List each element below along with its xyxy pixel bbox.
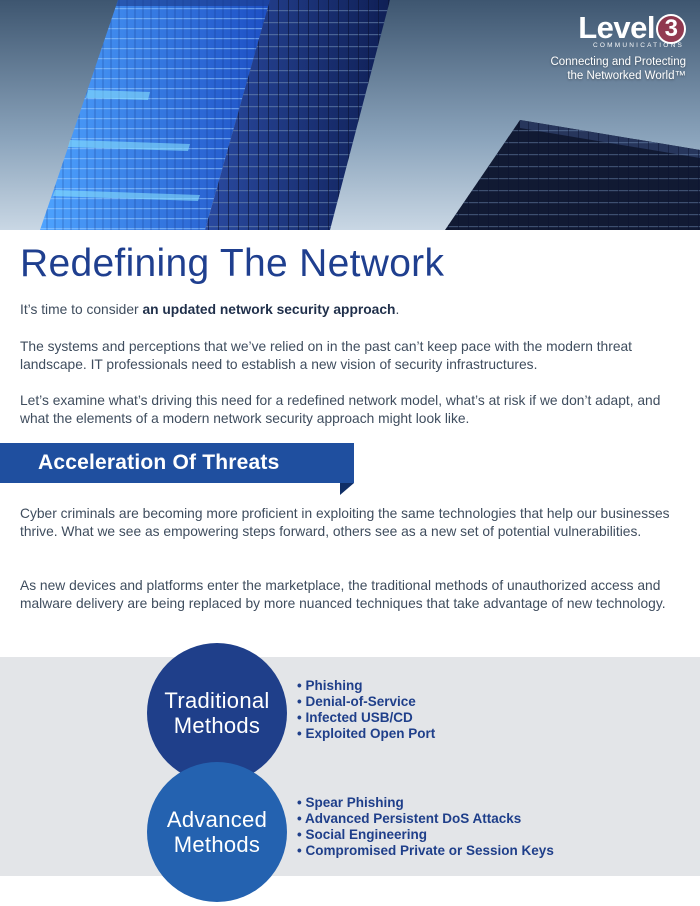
section-heading: Acceleration Of Threats	[38, 451, 280, 474]
list-item: • Phishing	[297, 678, 435, 694]
section-banner	[0, 443, 354, 483]
intro-paragraph-3: Let’s examine what’s driving this need for a redefined network model, what’s at risk if we don’t adapt, and what the elements of a modern network security approach might look like.	[20, 393, 661, 426]
list-item: • Advanced Persistent DoS Attacks	[297, 811, 554, 827]
advanced-label-line-2: Methods	[173, 832, 261, 857]
list-item: • Spear Phishing	[297, 795, 554, 811]
list-item: • Denial-of-Service	[297, 694, 435, 710]
hero-image	[0, 0, 700, 230]
advanced-methods-circle	[147, 762, 287, 902]
advanced-methods-list	[297, 795, 554, 859]
intro-paragraph-1: It’s time to consider an updated network security approach.	[20, 302, 400, 317]
logo-subtitle: COMMUNICATIONS	[593, 42, 684, 49]
intro-emphasis: an updated network security approach	[142, 302, 396, 317]
list-item: • Infected USB/CD	[297, 710, 435, 726]
logo-mark: 3	[656, 14, 686, 44]
company-logo: Level 3	[550, 12, 686, 44]
tagline-line-2: the Networked World™	[567, 70, 686, 82]
list-item: • Social Engineering	[297, 827, 554, 843]
tagline	[550, 55, 686, 83]
traditional-methods-list	[297, 678, 435, 742]
traditional-label-line-2: Methods	[173, 713, 261, 738]
intro-paragraph-2: The systems and perceptions that we’ve relied on in the past can’t keep pace with the modern threat landscape. IT professionals need to establish a new vision of security infrastructures.	[20, 339, 633, 372]
section-paragraph-2: As new devices and platforms enter the marketplace, the traditional methods of unauthorized access and malware delivery are being replaced by more nuanced techniques that take advantage of new technology.	[20, 578, 666, 611]
advanced-label-line-1: Advanced	[166, 807, 268, 832]
traditional-label-line-1: Traditional	[164, 688, 270, 713]
brand-block	[550, 12, 686, 83]
list-item: • Exploited Open Port	[297, 726, 435, 742]
page-title: Redefining The Network	[20, 242, 445, 285]
tagline-line-1: Connecting and Protecting	[550, 56, 686, 68]
section-paragraph-1: Cyber criminals are becoming more proficient in exploiting the same technologies that help our businesses thrive. What we see as empowering steps forward, others see as a new set of potential vulnerabilities.	[20, 506, 670, 539]
list-item: • Compromised Private or Session Keys	[297, 843, 554, 859]
